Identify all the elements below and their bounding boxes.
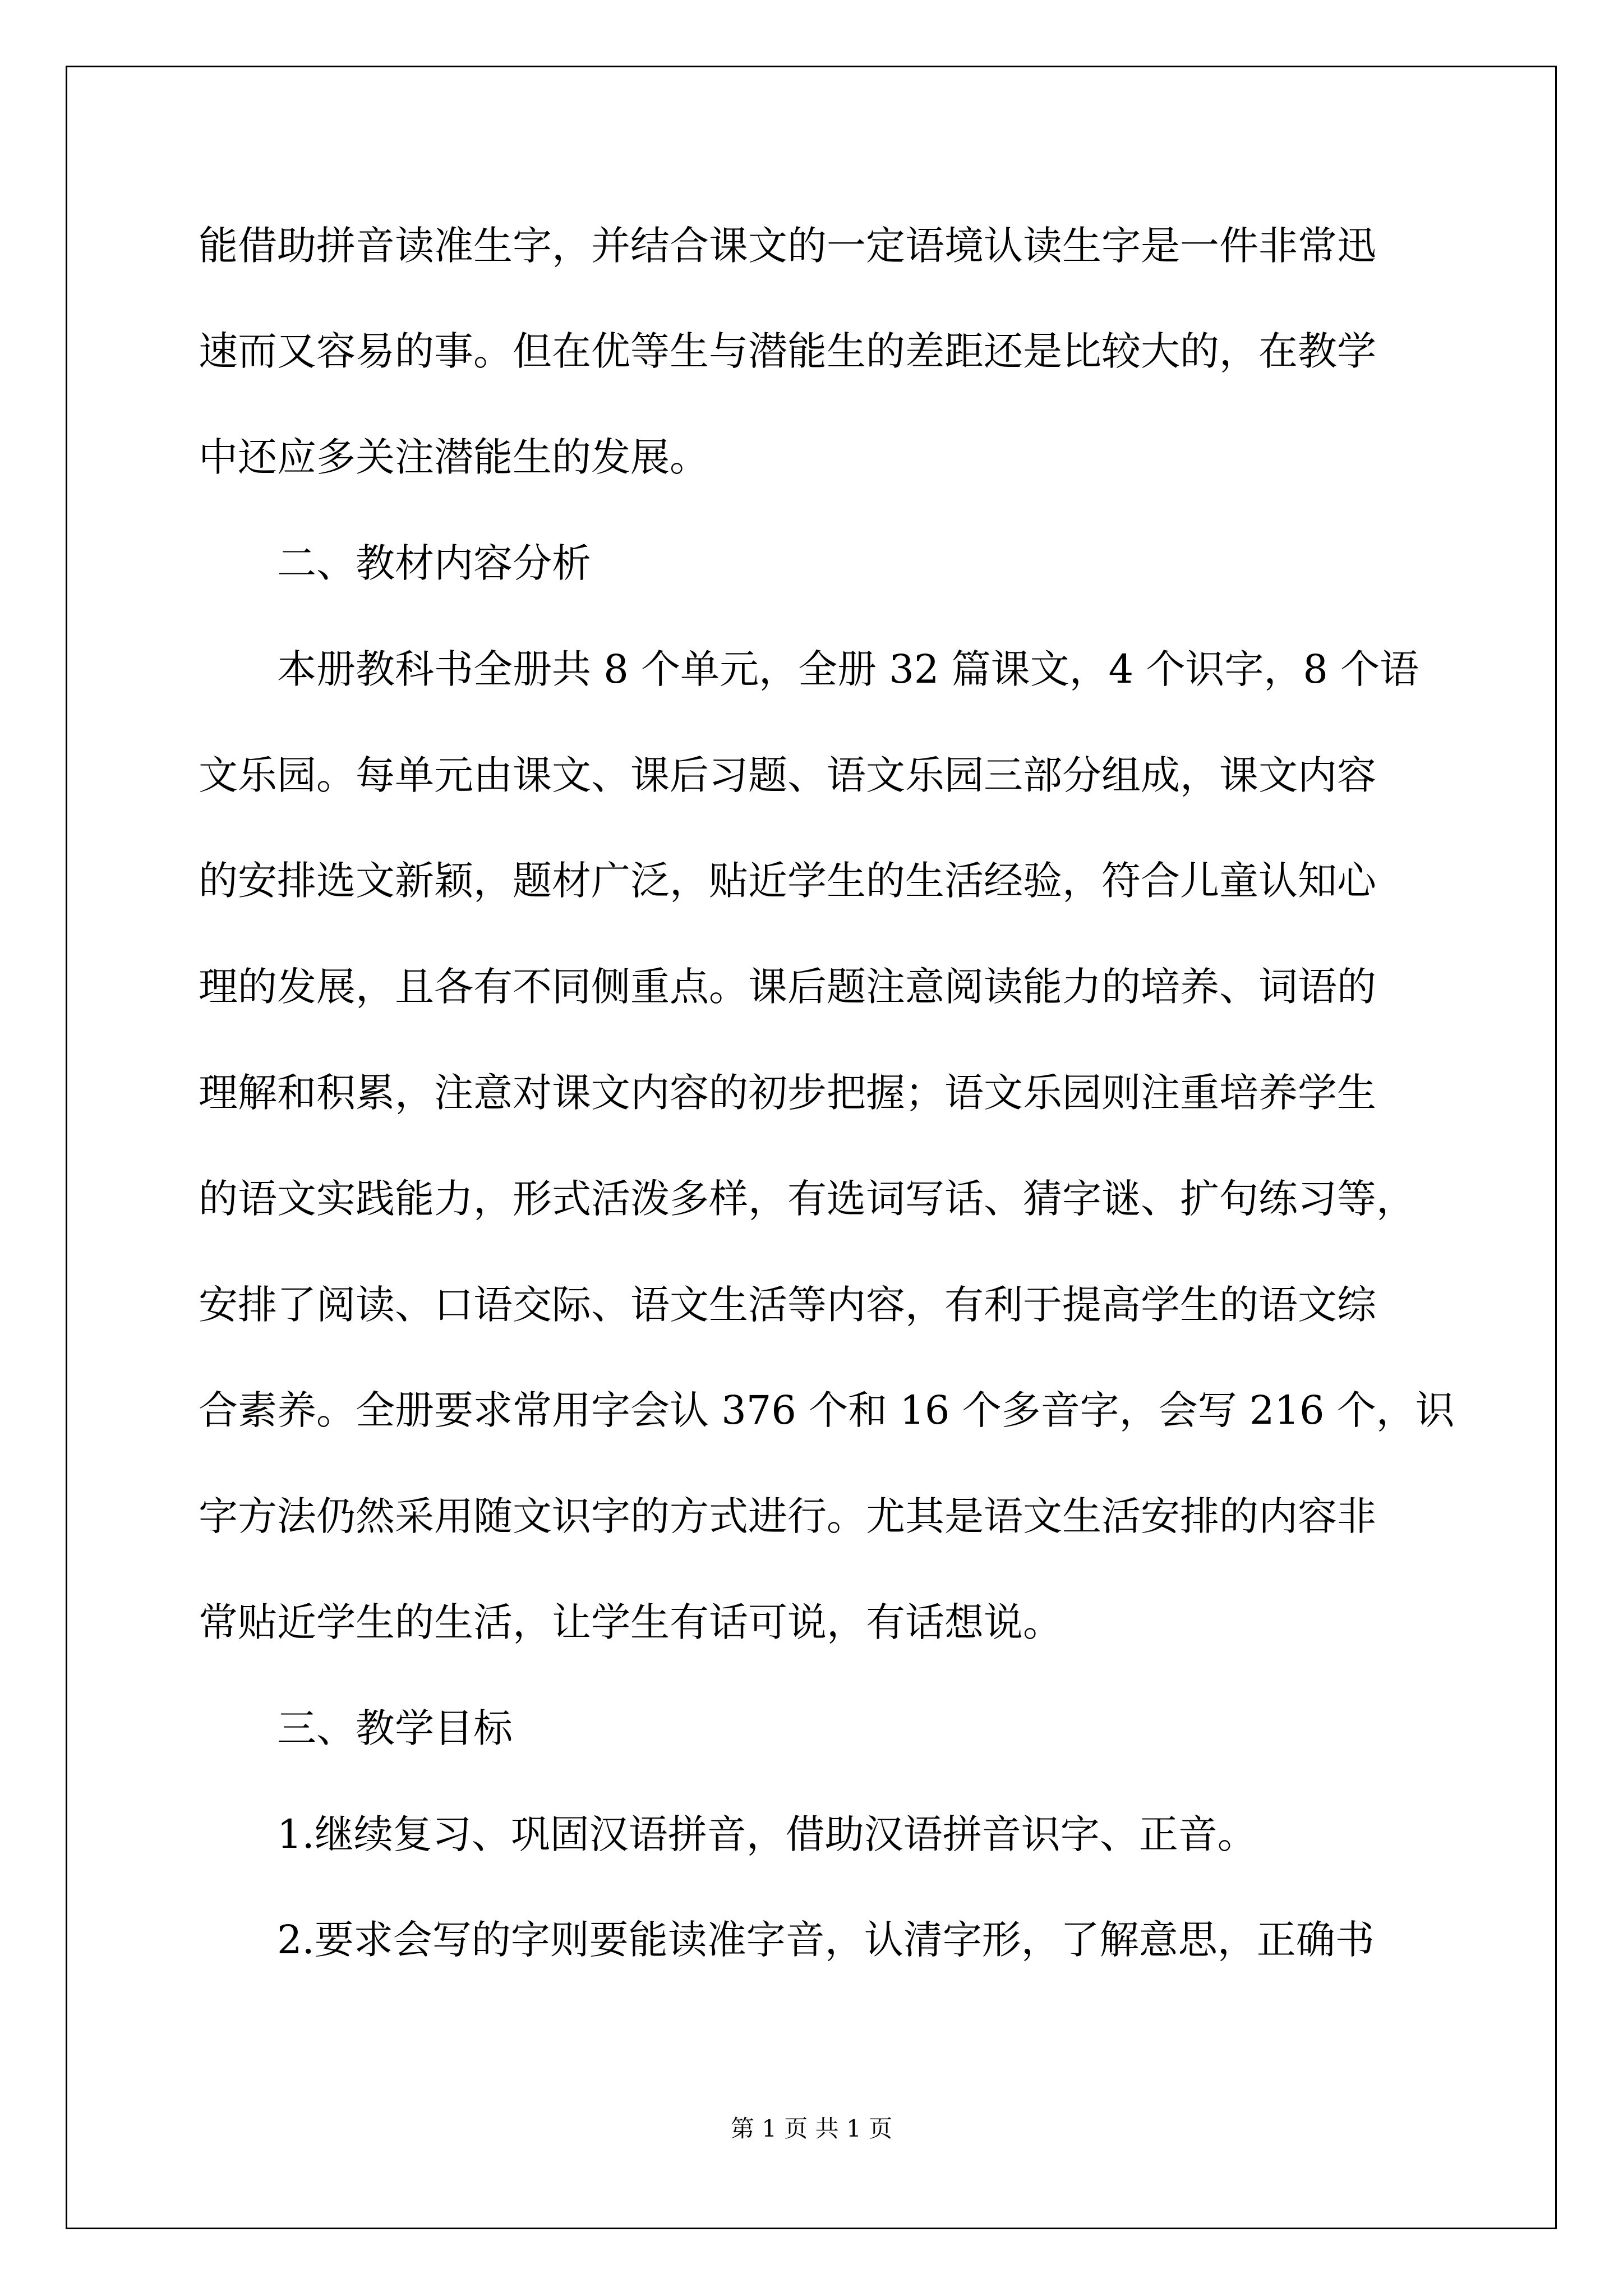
text-line: 理解和积累，注意对课文内容的初步把握；语文乐园则注重培养学生 — [199, 1070, 1376, 1116]
text-line: 安排了阅读、口语交际、语文生活等内容，有利于提高学生的语文综 — [199, 1282, 1376, 1328]
text-line: 常贴近学生的生活，让学生有话可说，有话想说。 — [199, 1599, 1062, 1645]
text-line: 能借助拼音读准生字，并结合课文的一定语境认读生字是一件非常迅 — [199, 223, 1376, 269]
section-heading: 三、教学目标 — [277, 1705, 513, 1751]
text-line: 的语文实践能力，形式活泼多样，有选词写话、猜字谜、扩句练习等， — [199, 1176, 1415, 1222]
section-heading: 二、教材内容分析 — [277, 540, 591, 586]
text-line: 中还应多关注潜能生的发展。 — [199, 434, 709, 480]
text-line: 文乐园。每单元由课文、课后习题、语文乐园三部分组成，课文内容 — [199, 752, 1376, 798]
text-line: 合素养。全册要求常用字会认 376 个和 16 个多音字，会写 216 个，识 — [199, 1387, 1455, 1433]
page-number: 第 1 页 共 1 页 — [730, 2115, 893, 2142]
text-line: 速而又容易的事。但在优等生与潜能生的差距还是比较大的，在教学 — [199, 328, 1376, 374]
text-line: 字方法仍然采用随文识字的方式进行。尤其是语文生活安排的内容非 — [199, 1493, 1376, 1539]
text-line: 的安排选文新颖，题材广泛，贴近学生的生活经验，符合儿童认知心 — [199, 858, 1376, 904]
page-border — [66, 66, 1557, 2229]
text-line: 2.要求会写的字则要能读准字音，认清字形，了解意思，正确书 — [277, 1917, 1375, 1963]
text-line: 理的发展，且各有不同侧重点。课后题注意阅读能力的培养、词语的 — [199, 964, 1376, 1010]
text-line: 1.继续复习、巩固汉语拼音，借助汉语拼音识字、正音。 — [277, 1811, 1257, 1857]
text-line: 本册教科书全册共 8 个单元，全册 32 篇课文，4 个识字，8 个语 — [277, 646, 1419, 692]
